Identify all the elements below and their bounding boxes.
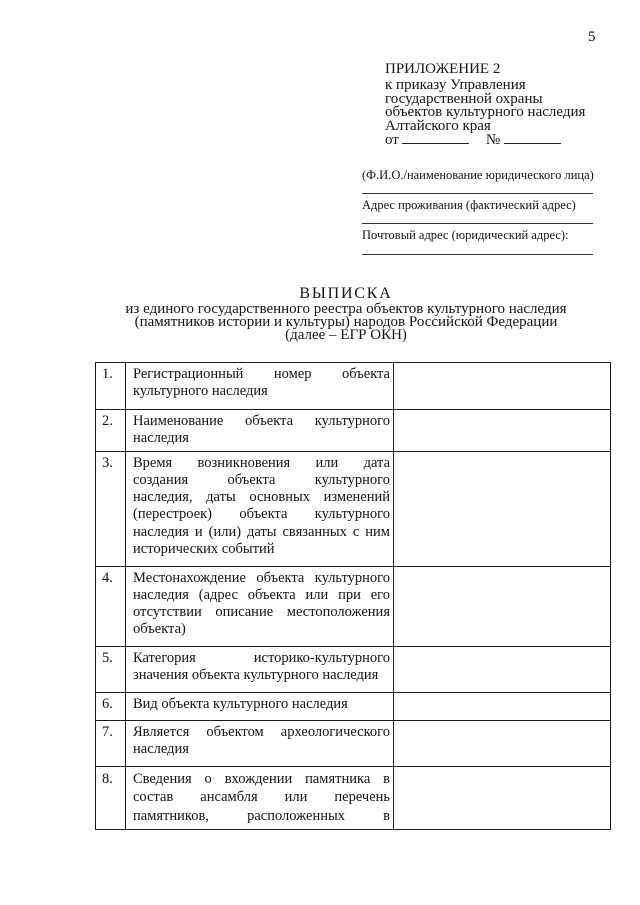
- document-subtitle-line: (далее – ЕГР ОКН): [285, 327, 407, 343]
- field-value: [394, 567, 610, 646]
- number-blank: [504, 133, 561, 144]
- row-registration-number: [96, 363, 610, 410]
- document-subtitle-line: из единого государственного реестра объектов культурного наследия: [125, 301, 567, 317]
- label-line: наследия и (или) даты связанных с ним: [133, 523, 390, 540]
- recipient-name-label: (Ф.И.О./наименование юридического лица): [362, 168, 594, 182]
- label-line: (перестроек) объекта культурного: [133, 506, 390, 523]
- row-number: 6.: [96, 693, 126, 720]
- registry-table: [95, 362, 611, 830]
- row-number: 8.: [96, 767, 126, 829]
- label-line: Категория историко-культурного: [133, 649, 390, 666]
- recipient-residence-label: Адрес проживания (фактический адрес): [362, 198, 576, 212]
- appendix-date-line: [385, 133, 625, 148]
- row-dates: [96, 452, 610, 567]
- label-line: памятников, расположенных в: [133, 807, 390, 824]
- row-number: 2.: [96, 410, 126, 451]
- field-value: [394, 721, 610, 766]
- row-ensemble: [96, 767, 610, 829]
- field-label: [126, 721, 394, 766]
- label-line: Время возникновения или дата: [133, 454, 390, 471]
- row-number: 4.: [96, 567, 126, 646]
- row-number: 1.: [96, 363, 126, 409]
- field-label: [126, 767, 394, 829]
- appendix-title: ПРИЛОЖЕНИЕ 2: [385, 61, 501, 77]
- label-line: объекта): [133, 621, 186, 638]
- field-label: [126, 693, 394, 720]
- field-value: [394, 410, 610, 451]
- document-title: ВЫПИСКА: [299, 285, 393, 302]
- row-number: 3.: [96, 452, 126, 566]
- label-line: наследия, даты основных изменений: [133, 489, 390, 506]
- row-number: 7.: [96, 721, 126, 766]
- field-value: [394, 767, 610, 829]
- field-label: [126, 567, 394, 646]
- label-line: Наименование объекта культурного: [133, 412, 390, 429]
- recipient-postal-line: [362, 254, 593, 255]
- field-value: [394, 363, 610, 409]
- appendix-line: Алтайского края: [385, 117, 491, 134]
- label-line: Регистрационный номер объекта: [133, 365, 390, 382]
- label-line: отсутствии описание местоположения: [133, 604, 390, 621]
- field-label: [126, 647, 394, 692]
- label-line: Вид объекта культурного наследия: [133, 695, 348, 712]
- document-heading: [96, 285, 596, 342]
- field-label: [126, 452, 394, 566]
- row-object-name: [96, 410, 610, 452]
- row-object-type: [96, 693, 610, 721]
- number-sign: №: [485, 132, 501, 148]
- date-prefix: от: [385, 132, 399, 148]
- recipient-name-line: [362, 193, 593, 194]
- field-value: [394, 647, 610, 692]
- row-category: [96, 647, 610, 693]
- field-value: [394, 452, 610, 566]
- label-line: значения объекта культурного наследия: [133, 666, 379, 683]
- row-number: 5.: [96, 647, 126, 692]
- label-line: Сведения о вхождении памятника в: [133, 770, 390, 787]
- row-archaeological: [96, 721, 610, 767]
- appendix-line: государственной охраны: [385, 90, 543, 107]
- label-line: наследия (адрес объекта или при его: [133, 586, 390, 603]
- field-label: [126, 410, 394, 451]
- label-line: Местонахождение объекта культурного: [133, 569, 390, 586]
- label-line: наследия: [133, 740, 189, 757]
- recipient-residence-line: [362, 223, 593, 224]
- label-line: наследия: [133, 429, 189, 446]
- page-number: 5: [588, 29, 596, 45]
- label-line: культурного наследия: [133, 382, 268, 399]
- date-blank: [402, 133, 469, 144]
- appendix-line: объектов культурного наследия: [385, 104, 586, 120]
- label-line: создания объекта культурного: [133, 471, 390, 488]
- document-subtitle-line: (памятников истории и культуры) народов Российской Федерации: [134, 314, 558, 330]
- label-line: исторических событий: [133, 540, 275, 557]
- field-label: [126, 363, 394, 409]
- appendix-line: к приказу Управления: [385, 77, 526, 93]
- label-line: состав ансамбля или перечень: [133, 789, 390, 805]
- row-location: [96, 567, 610, 647]
- recipient-postal-label: Почтовый адрес (юридический адрес):: [362, 228, 569, 242]
- appendix-block: [385, 63, 625, 148]
- field-value: [394, 693, 610, 720]
- label-line: Является объектом археологического: [133, 723, 390, 740]
